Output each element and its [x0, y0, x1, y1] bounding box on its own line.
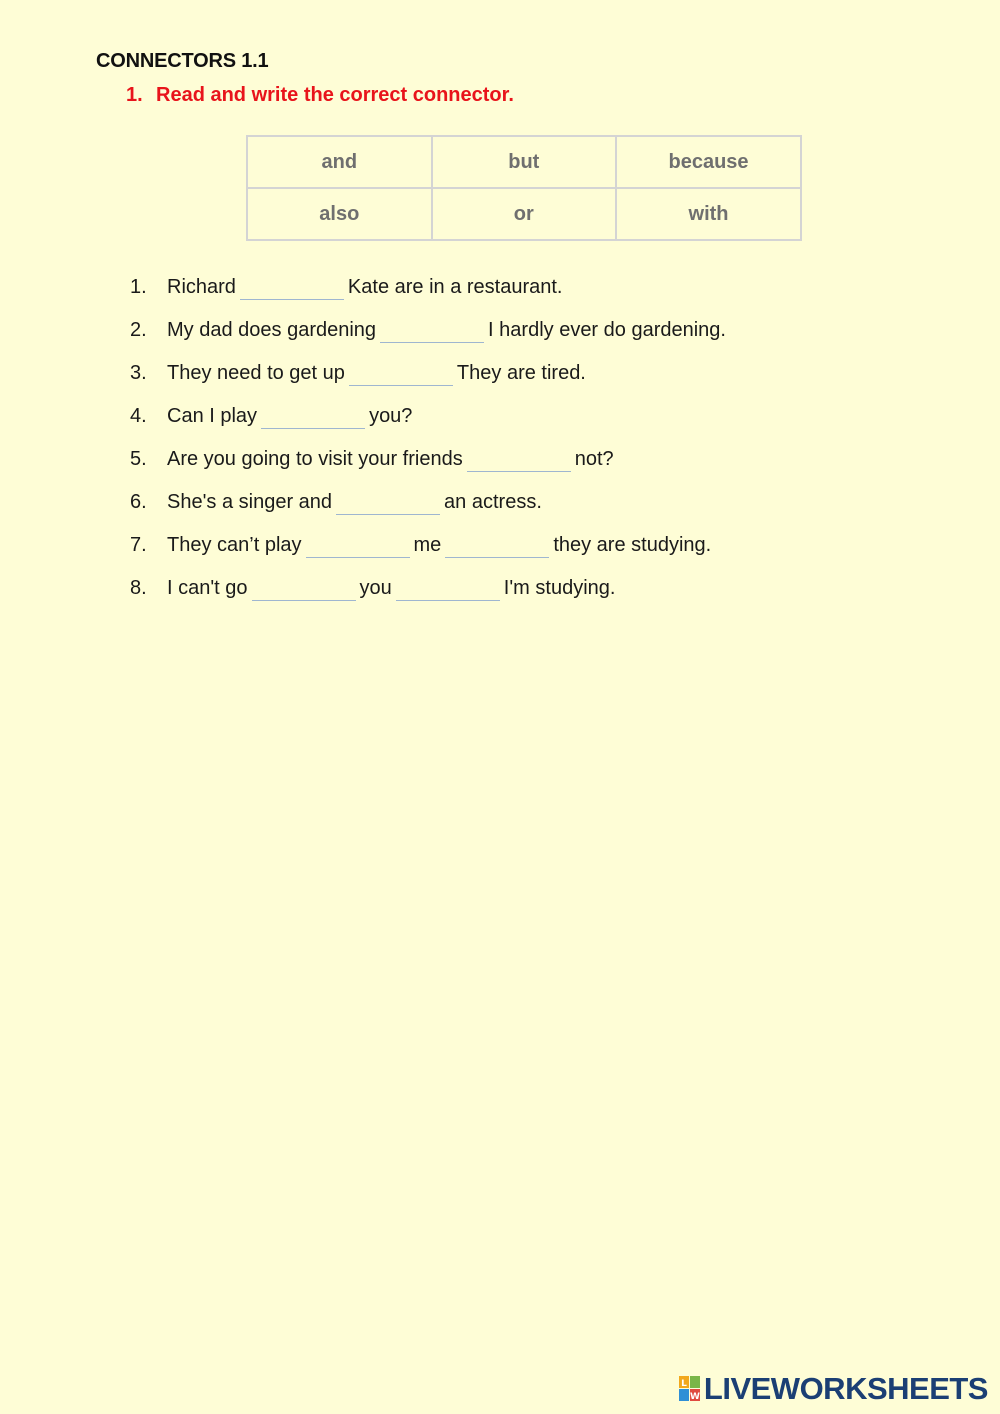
sentence-text: Are you going to visit your friends [167, 448, 463, 470]
sentence-text: an actress. [444, 491, 542, 513]
instruction [126, 84, 514, 107]
answer-blank[interactable] [349, 363, 453, 386]
sentence-text: Kate are in a restaurant. [347, 276, 563, 298]
word-bank-row [247, 136, 801, 188]
sentence-text: They need to get up [167, 362, 345, 384]
word-bank-table [246, 135, 802, 241]
liveworksheets-logo-icon [679, 1376, 701, 1402]
sentence-text: They are tired. [456, 362, 586, 384]
instruction-text: Read and write the correct connector. [156, 84, 514, 106]
answer-blank[interactable] [306, 535, 410, 558]
logo-icon-letter: W [689, 1392, 700, 1402]
answer-blank[interactable] [467, 449, 571, 472]
answer-blank[interactable] [252, 578, 356, 601]
answer-blank[interactable] [396, 578, 500, 601]
answer-blank[interactable] [445, 535, 549, 558]
sentence-number: 1. [130, 276, 147, 298]
answer-blank[interactable] [240, 277, 344, 300]
sentence-number: 4. [130, 405, 147, 427]
sentence-item [130, 528, 726, 571]
sentence-item [130, 313, 726, 356]
sentence-text: you [359, 577, 392, 599]
sentence-text: My dad does gardening [167, 319, 377, 341]
sentence-number: 2. [130, 319, 147, 341]
sentence-text: Richard [167, 276, 236, 298]
word-bank-cell: or [432, 188, 616, 240]
sentence-text: I'm studying. [503, 577, 616, 599]
word-bank-cell: and [247, 136, 432, 188]
worksheet-title: CONNECTORS 1.1 [96, 50, 269, 72]
sentence-item [130, 485, 726, 528]
sentence-number: 8. [130, 577, 147, 599]
sentence-text: They can’t play [167, 534, 302, 556]
sentence-text: you? [369, 405, 413, 427]
answer-blank[interactable] [336, 492, 440, 515]
answer-blank[interactable] [261, 406, 365, 429]
word-bank-cell: because [616, 136, 801, 188]
sentence-number: 7. [130, 534, 147, 556]
word-bank-cell: also [247, 188, 432, 240]
answer-blank[interactable] [380, 320, 484, 343]
sentence-item [130, 571, 726, 614]
sentence-item [130, 356, 726, 399]
sentence-number: 5. [130, 448, 147, 470]
sentence-text: me [413, 534, 442, 556]
word-bank-row [247, 188, 801, 240]
sentence-item [130, 270, 726, 313]
logo-icon-letter: L [681, 1379, 687, 1389]
logo-text: LIVEWORKSHEETS [703, 1371, 988, 1406]
sentence-number: 6. [130, 491, 147, 513]
instruction-number: 1. [126, 84, 143, 106]
word-bank-cell: but [432, 136, 616, 188]
sentence-item [130, 442, 726, 485]
sentence-text: they are studying. [553, 534, 712, 556]
sentence-item [130, 399, 726, 442]
word-bank-cell: with [616, 188, 801, 240]
sentence-text: I hardly ever do gardening. [488, 319, 726, 341]
sentence-text: not? [574, 448, 614, 470]
sentence-text: Can I play [167, 405, 258, 427]
sentence-list [130, 270, 726, 614]
liveworksheets-logo [679, 1371, 988, 1407]
sentence-text: She's a singer and [167, 491, 333, 513]
sentence-text: I can't go [167, 577, 248, 599]
sentence-number: 3. [130, 362, 147, 384]
